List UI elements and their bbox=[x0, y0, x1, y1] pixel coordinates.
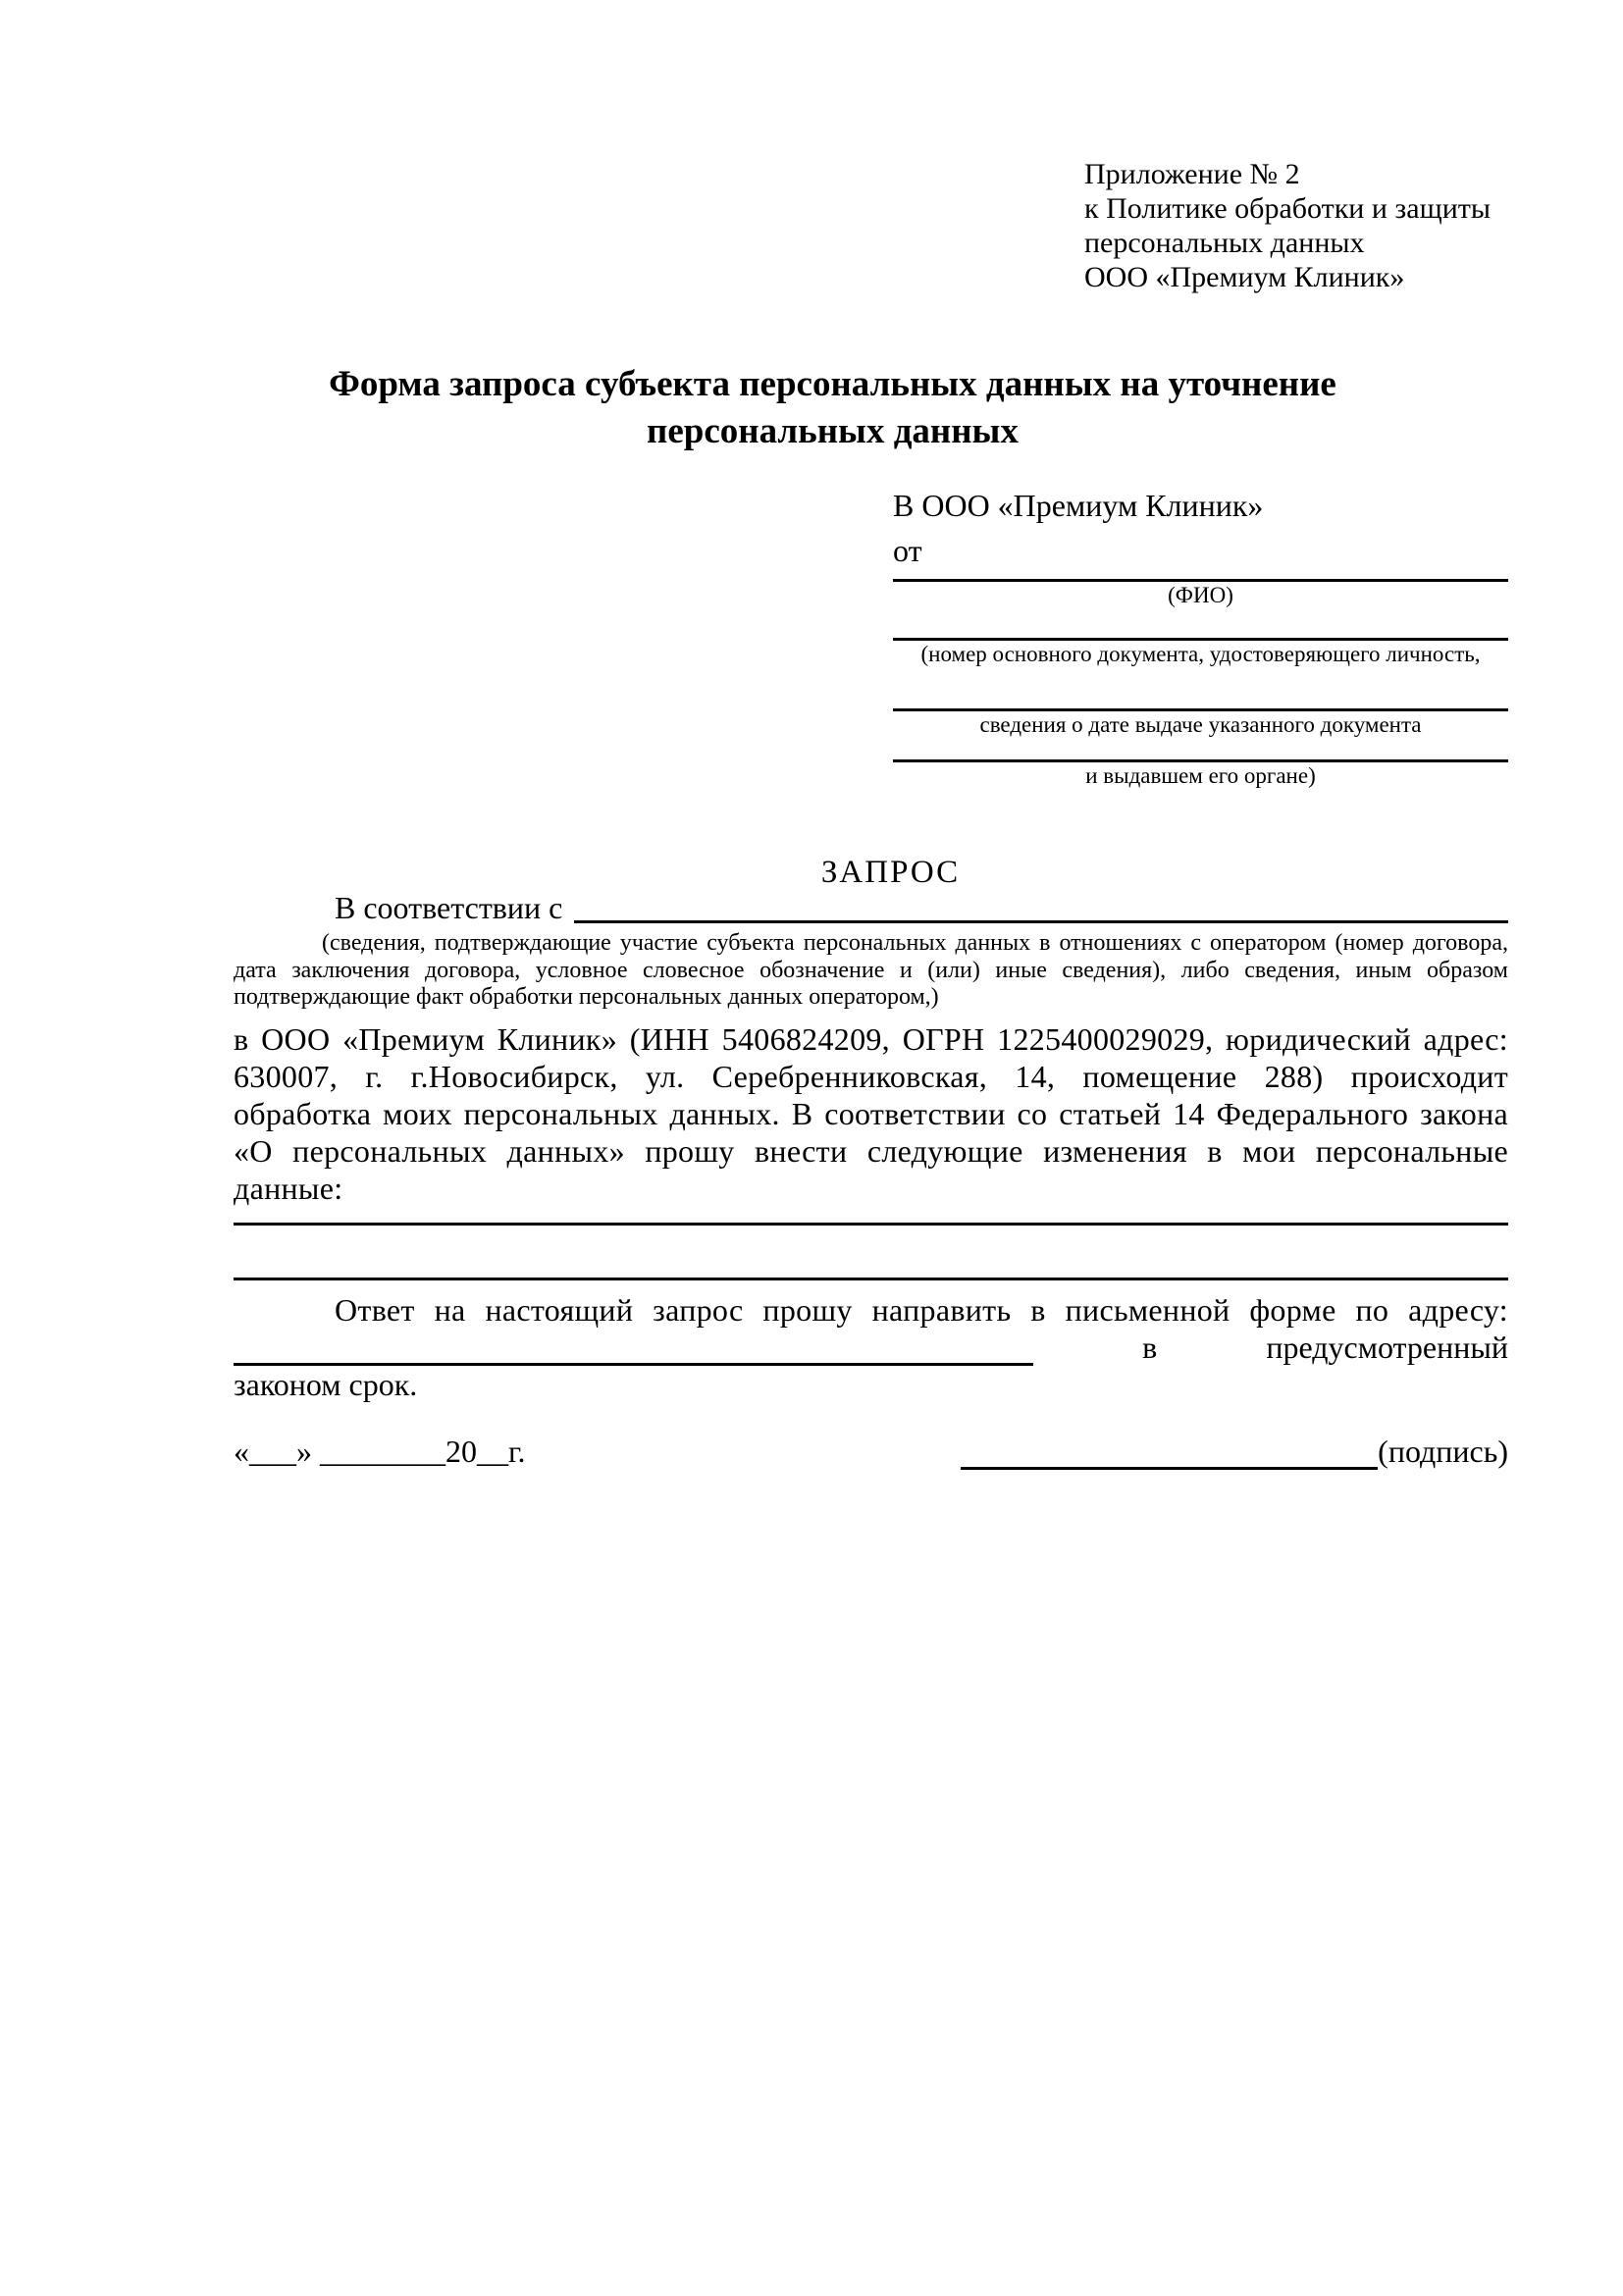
issuing-authority-field bbox=[893, 739, 1508, 790]
document-number-field bbox=[893, 609, 1508, 668]
signature-line bbox=[961, 1436, 1378, 1470]
issue-date-field-caption: сведения о дате выдаче указанного документа bbox=[979, 712, 1422, 737]
accordance-row bbox=[234, 889, 1508, 926]
issue-date-field-line bbox=[893, 668, 1508, 711]
answer-paragraph bbox=[234, 1291, 1508, 1403]
answer-word-v: в bbox=[1142, 1330, 1158, 1365]
fine-print-note: (сведения, подтверждающие участие субъекта персональных данных в отношениях с оператором (номер договора, дата заключения договора, условное словесное обозначение и (или) иные сведения), либо сведения, иным образом подтверждающие факт обработки персональных данных оператором,) bbox=[234, 930, 1508, 1010]
changes-fill-line-2 bbox=[234, 1248, 1508, 1280]
fio-field-caption: (ФИО) bbox=[1168, 583, 1233, 607]
document-number-field-line bbox=[893, 609, 1508, 641]
addressee-block bbox=[893, 486, 1508, 790]
answer-word-term: предусмотренный bbox=[1266, 1330, 1508, 1365]
answer-line-1: Ответ на настоящий запрос прошу направить в письменной форме по адресу: bbox=[335, 1292, 1508, 1328]
appendix-block bbox=[1084, 157, 1491, 294]
accordance-lead: В соответствии с bbox=[335, 890, 563, 925]
form-title: Форма запроса субъекта персональных данных на уточнение персональных данных bbox=[329, 364, 1336, 451]
request-heading: ЗАПРОС bbox=[820, 855, 961, 890]
accordance-fill-line bbox=[574, 889, 1508, 923]
appendix-line: к Политике обработки и защиты bbox=[1084, 192, 1492, 225]
issuing-authority-field-line bbox=[893, 739, 1508, 762]
form-title-wrap bbox=[157, 361, 1508, 455]
fio-field-line bbox=[893, 570, 1508, 582]
address-fill-line bbox=[234, 1332, 1033, 1366]
changes-fill-line-1 bbox=[234, 1193, 1508, 1226]
appendix-line: Приложение № 2 bbox=[1084, 158, 1300, 190]
issuing-authority-field-caption: и выдавшем его органе) bbox=[1085, 763, 1316, 788]
answer-line-2 bbox=[234, 1329, 1508, 1366]
main-paragraph: в ООО «Премиум Клиник» (ИНН 5406824209, ОГРН 1225400029029, юридический адрес: 630007, г. г.Новосибирск, ул. Серебренниковская, 14, помещение 288) происходит обработка моих персональных данных. В соответствии со статьей 14 Федерального закона «О персональных данных» прошу внести следующие изменения в мои персональные данные: bbox=[234, 1021, 1508, 1206]
answer-line-3: законом срок. bbox=[234, 1367, 418, 1402]
date-stub: «___» ________20__г. bbox=[234, 1434, 526, 1469]
signature-caption: (подпись) bbox=[1378, 1434, 1508, 1469]
fio-field bbox=[893, 570, 1508, 609]
date-signature-row bbox=[234, 1433, 1508, 1470]
signature-group bbox=[961, 1433, 1508, 1470]
document-number-field-caption: (номер основного документа, удостоверяющего личность, bbox=[920, 642, 1481, 666]
addressee-from-label: от bbox=[893, 533, 922, 568]
appendix-line: ООО «Премиум Клиник» bbox=[1084, 261, 1405, 293]
appendix-line: персональных данных bbox=[1084, 227, 1365, 259]
issue-date-field bbox=[893, 668, 1508, 739]
addressee-to: В ООО «Премиум Клиник» bbox=[893, 488, 1264, 523]
